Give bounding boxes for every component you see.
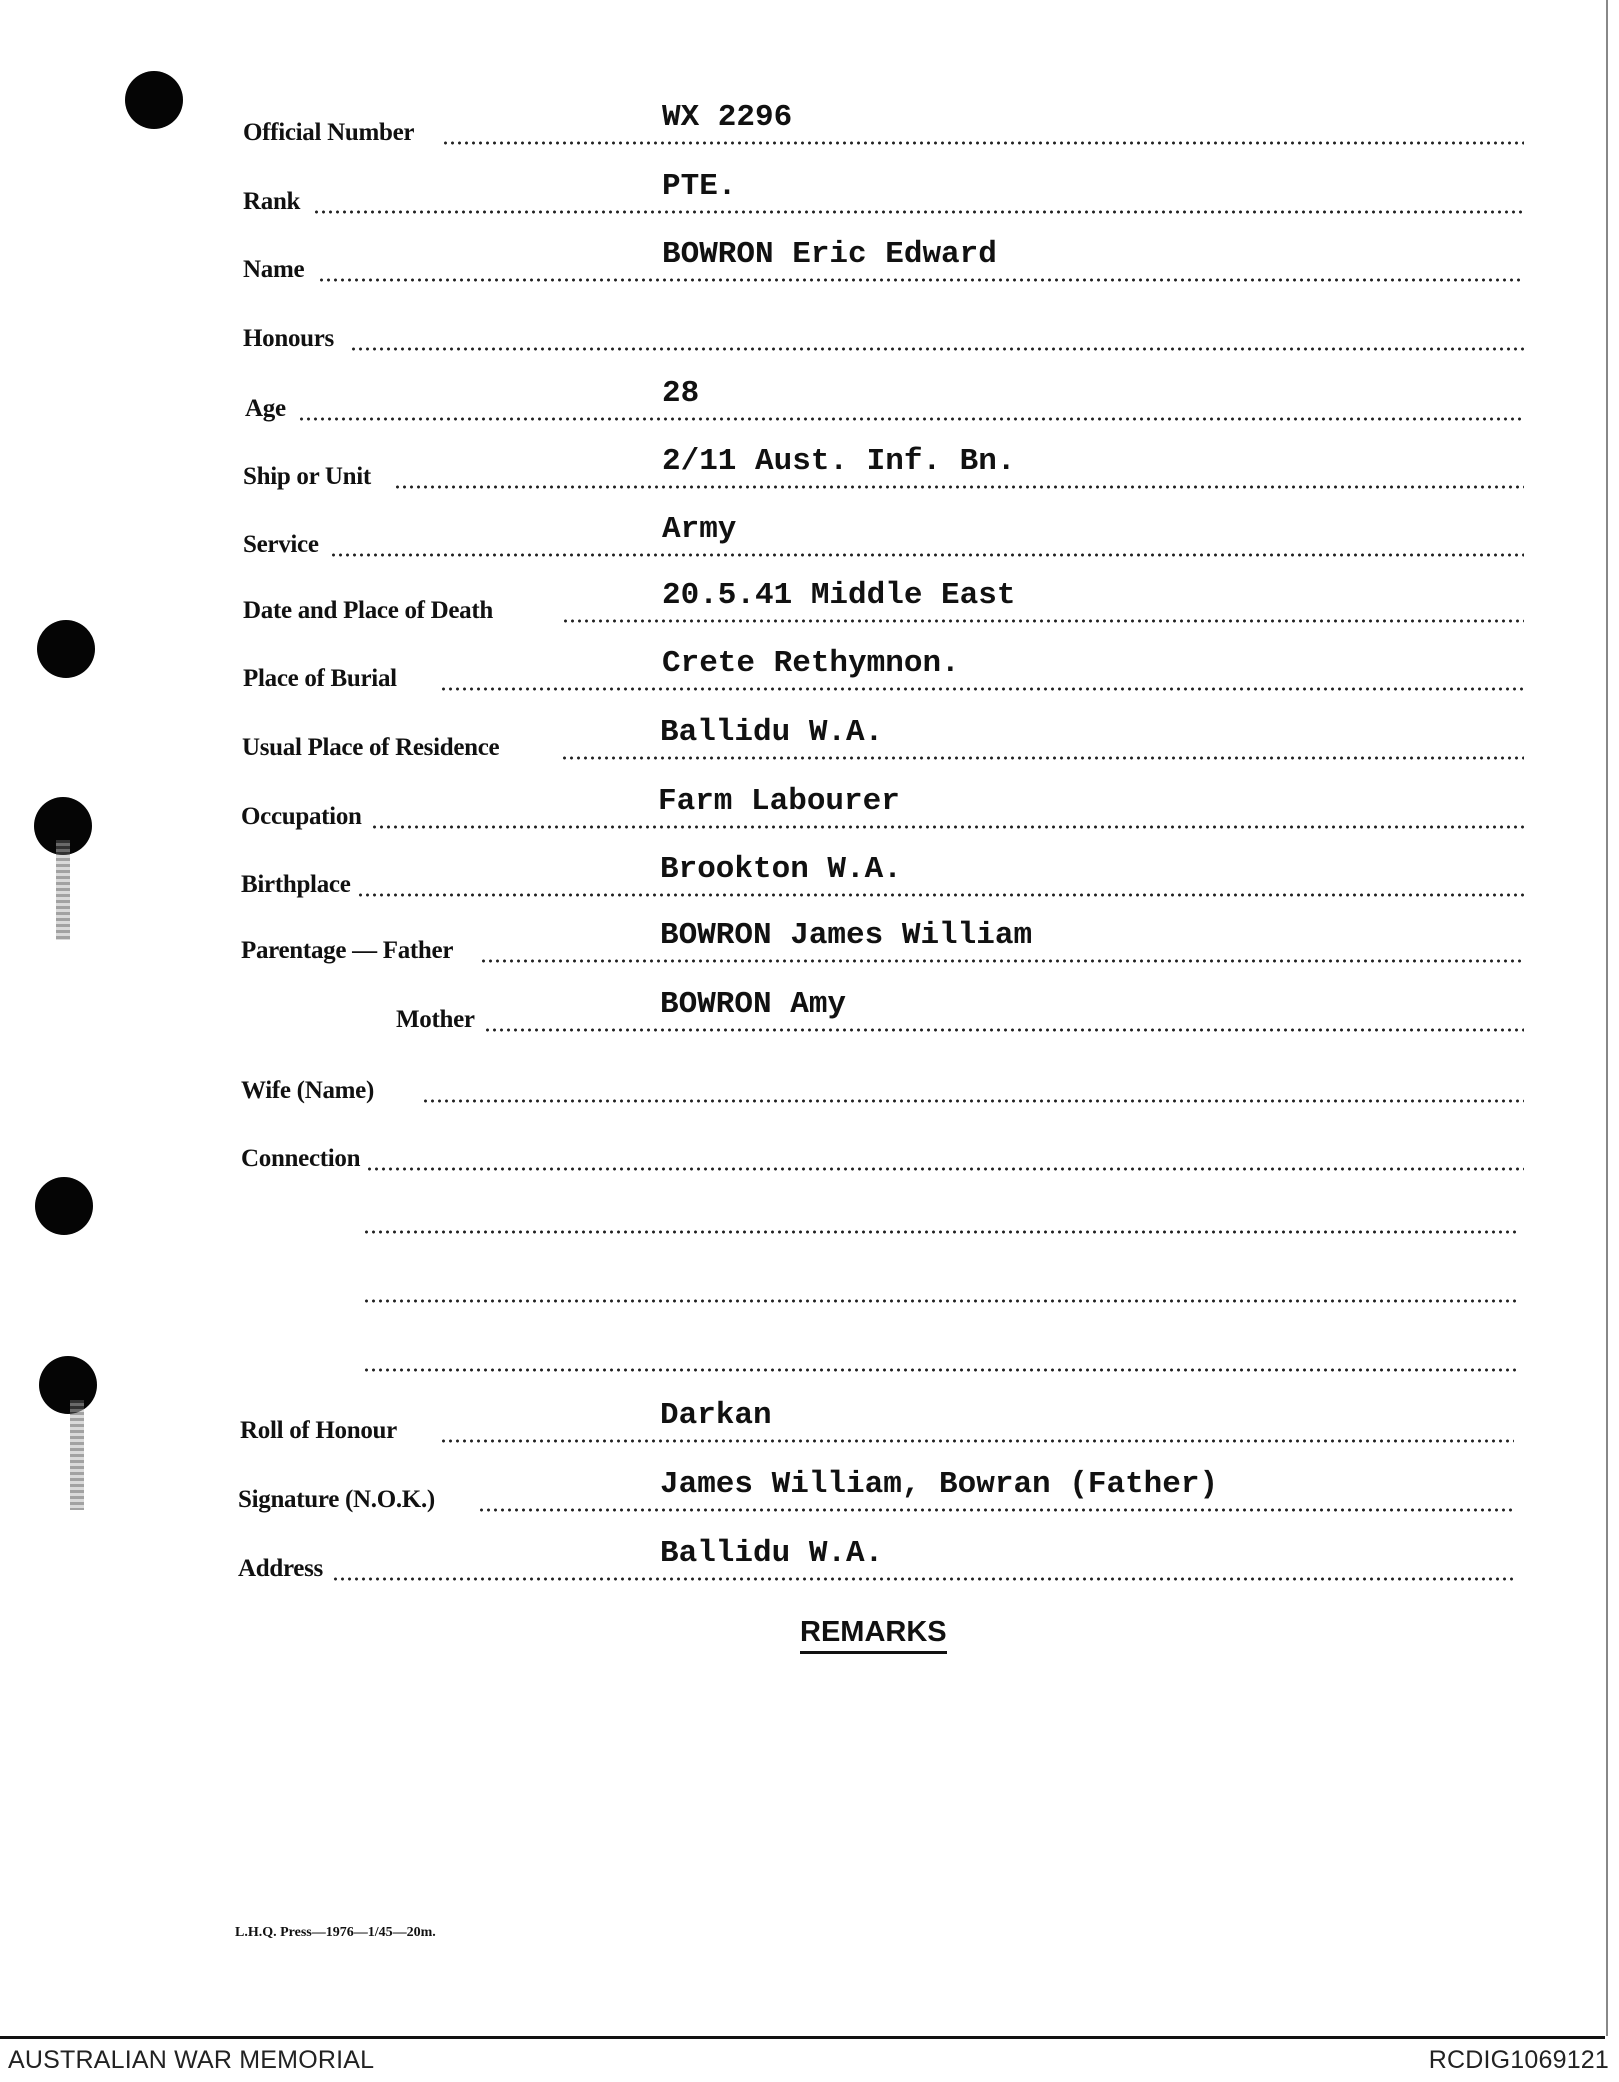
field-label: Parentage — Father	[241, 937, 454, 964]
field-connection-continued	[0, 1312, 1619, 1382]
field-parentage-mother	[0, 972, 1619, 1042]
field-label: Service	[243, 531, 319, 558]
dotted-line	[480, 959, 1524, 963]
page-edge-right	[1606, 0, 1608, 2036]
dotted-line	[363, 1230, 1520, 1234]
field-label: Occupation	[241, 803, 362, 830]
dotted-line	[350, 347, 1524, 351]
dotted-line	[422, 1099, 1524, 1103]
dotted-line	[484, 1028, 1524, 1032]
field-value: Ballidu W.A.	[660, 715, 884, 750]
dotted-line	[332, 1577, 1514, 1581]
press-imprint: L.H.Q. Press—1976—1/45—20m.	[235, 1925, 436, 1940]
field-ship-or-unit	[0, 429, 1619, 499]
field-value: Brookton W.A.	[660, 852, 902, 887]
field-value: Darkan	[660, 1398, 772, 1433]
field-value: Crete Rethymnon.	[662, 646, 960, 681]
field-address	[0, 1521, 1619, 1591]
dotted-line	[298, 417, 1524, 421]
field-value: 28	[662, 376, 700, 411]
field-value: Farm Labourer	[658, 784, 900, 819]
field-value: WX 2296	[662, 100, 793, 135]
field-label: Wife (Name)	[241, 1077, 374, 1104]
field-value: 2/11 Aust. Inf. Bn.	[662, 444, 1016, 479]
field-roll-of-honour	[0, 1383, 1619, 1453]
dotted-line	[313, 210, 1524, 214]
page-edge-bottom	[0, 2036, 1605, 2039]
dotted-line	[366, 1167, 1524, 1171]
field-label: Rank	[243, 188, 301, 215]
field-honours	[0, 291, 1619, 361]
field-label: Signature (N.O.K.)	[238, 1486, 435, 1513]
dotted-line	[394, 485, 1524, 489]
field-label: Usual Place of Residence	[242, 734, 500, 761]
field-label: Official Number	[243, 119, 415, 146]
field-wife-name	[0, 1043, 1619, 1113]
field-service	[0, 497, 1619, 567]
field-rank	[0, 154, 1619, 224]
field-value: Army	[662, 512, 737, 547]
field-parentage-father	[0, 903, 1619, 973]
footer-record-id: RCDIG1069121	[1428, 2046, 1609, 2074]
dotted-line	[318, 278, 1524, 282]
field-birthplace	[0, 837, 1619, 907]
field-label: Roll of Honour	[240, 1417, 397, 1444]
dotted-line	[357, 893, 1524, 897]
remarks-heading: REMARKS	[800, 1616, 947, 1654]
field-value: 20.5.41 Middle East	[662, 578, 1016, 613]
dotted-line	[478, 1508, 1514, 1512]
field-label: Age	[245, 395, 286, 422]
field-connection-continued	[0, 1174, 1619, 1244]
dotted-line	[440, 1439, 1514, 1443]
footer-institution: AUSTRALIAN WAR MEMORIAL	[8, 2046, 375, 2074]
field-occupation	[0, 769, 1619, 839]
field-label: Ship or Unit	[243, 463, 371, 490]
field-value: James William, Bowran (Father)	[660, 1467, 1219, 1502]
field-value: BOWRON Eric Edward	[662, 237, 997, 272]
field-connection	[0, 1111, 1619, 1181]
field-official-number	[0, 85, 1619, 155]
field-age	[0, 361, 1619, 431]
field-usual-residence	[0, 700, 1619, 770]
dotted-line	[440, 687, 1524, 691]
field-place-of-burial	[0, 631, 1619, 701]
dotted-line	[363, 1299, 1520, 1303]
field-value: PTE.	[662, 169, 737, 204]
field-label: Date and Place of Death	[243, 597, 493, 624]
field-label: Mother	[396, 1006, 475, 1033]
field-value: BOWRON James William	[660, 918, 1033, 953]
field-value: BOWRON Amy	[660, 987, 847, 1022]
dotted-line	[562, 619, 1524, 623]
field-date-place-of-death	[0, 563, 1619, 633]
field-label: Address	[238, 1555, 323, 1582]
dotted-line	[363, 1368, 1520, 1372]
field-connection-continued	[0, 1243, 1619, 1313]
dotted-line	[442, 141, 1524, 145]
field-value: Ballidu W.A.	[660, 1536, 884, 1571]
field-label: Place of Burial	[243, 665, 397, 692]
dotted-line	[330, 553, 1524, 557]
field-name	[0, 222, 1619, 292]
dotted-line	[561, 756, 1524, 760]
field-label: Honours	[243, 325, 334, 352]
field-label: Name	[243, 256, 305, 283]
field-label: Connection	[241, 1145, 361, 1172]
field-label: Birthplace	[241, 871, 351, 898]
dotted-line	[371, 825, 1524, 829]
field-signature-nok	[0, 1452, 1619, 1522]
